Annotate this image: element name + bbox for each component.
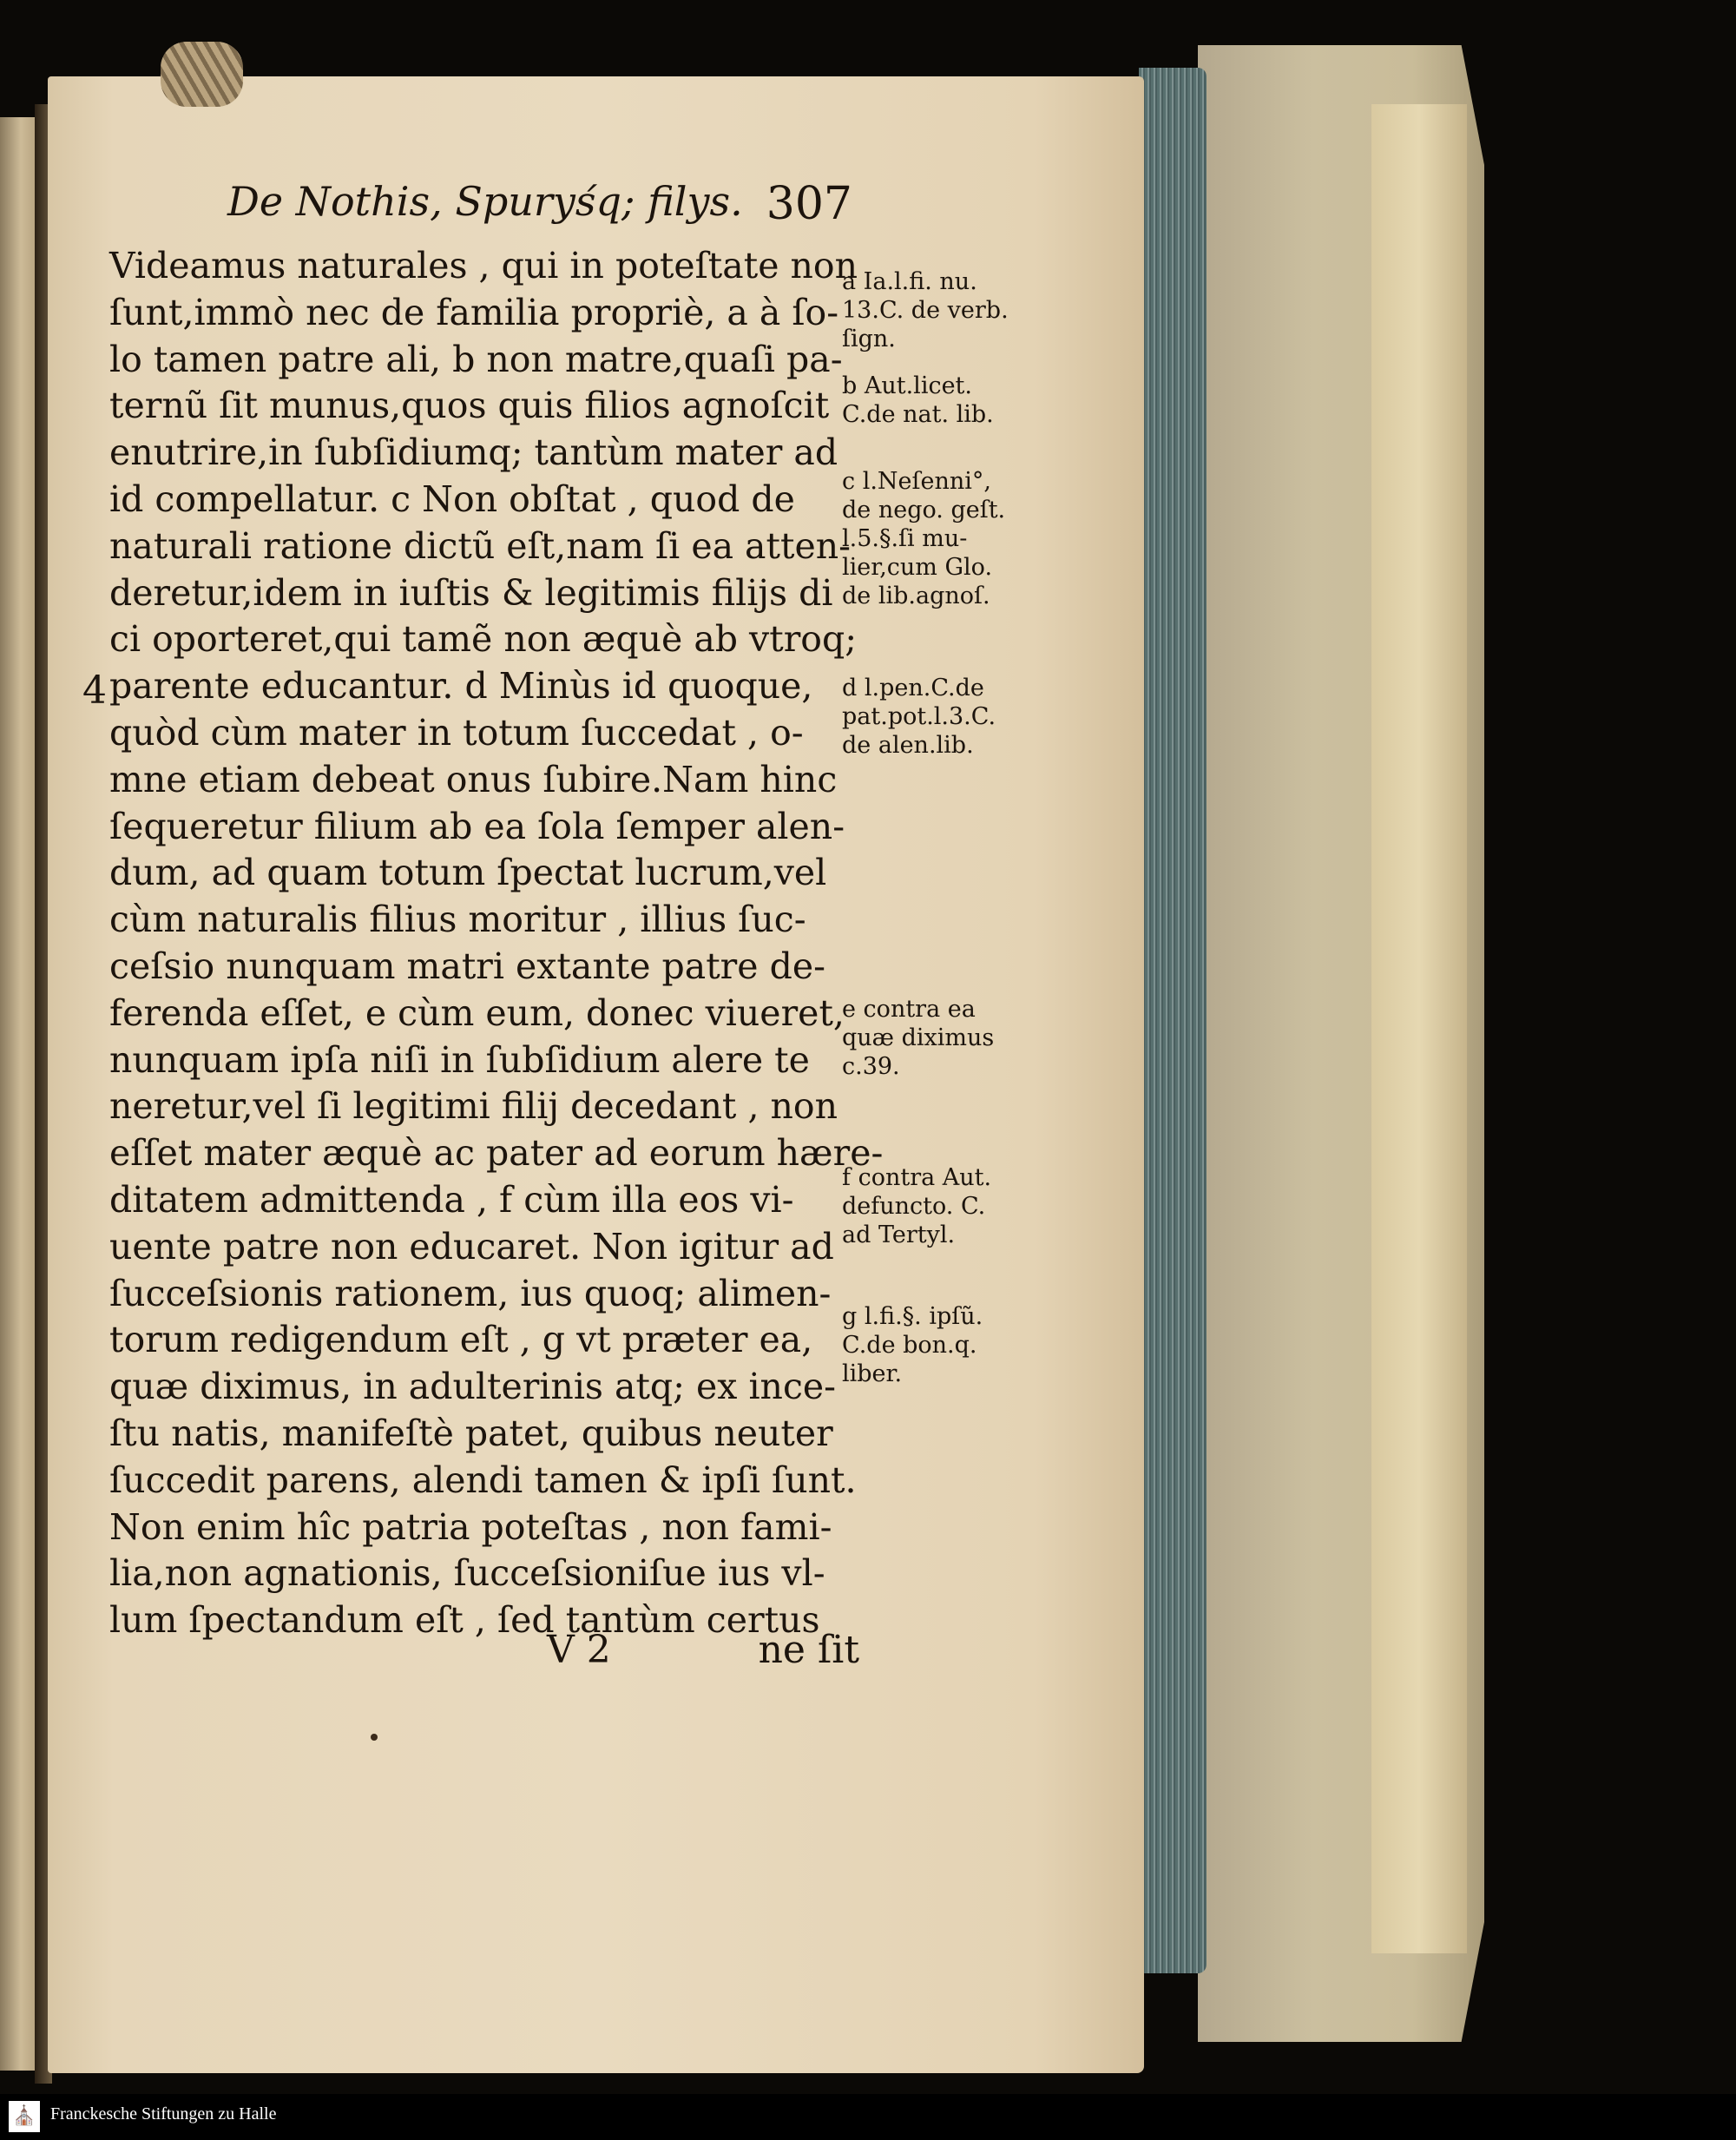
- note-line: defuncto. C.: [842, 1193, 986, 1220]
- page-fore-edge: [1139, 68, 1207, 1973]
- marginal-note-g: [842, 1302, 1050, 1388]
- text-line: id compellatur. c Non obſtat , quod de: [109, 477, 795, 520]
- note-line: e contra ea: [842, 996, 976, 1023]
- note-line: de lib.agnoſ.: [842, 583, 990, 609]
- previous-page-edge: [0, 117, 35, 2071]
- note-line: l.5.§.ſi mu-: [842, 525, 968, 552]
- text-line: ſequeretur filium ab ea ſola ſemper alen-: [109, 805, 845, 847]
- text-line: ferenda eſſet, e cùm eum, donec viueret,: [109, 991, 845, 1034]
- text-line: eſſet mater æquè ac pater ad eorum hære-: [109, 1132, 884, 1175]
- note-line: de nego. geſt.: [842, 497, 1006, 523]
- note-line: f contra Aut.: [842, 1164, 992, 1191]
- text-line: mne etiam debeat onus ſubire.Nam hinc: [109, 758, 838, 800]
- note-line: a Ia.l.fi. nu.: [842, 268, 977, 295]
- note-line: c.39.: [842, 1053, 900, 1080]
- ink-speck: [371, 1734, 378, 1741]
- text-line: neretur,vel ſi legitimi filij decedant , non: [109, 1085, 838, 1128]
- note-line: ad Tertyl.: [842, 1221, 956, 1248]
- text-line: Non enim hîc patria poteſtas , non fami-: [109, 1505, 832, 1548]
- footer-bar: [0, 2094, 1736, 2140]
- note-line: C.de bon.q.: [842, 1332, 977, 1359]
- footer-credit: Franckesche Stiftungen zu Halle: [50, 2104, 277, 2124]
- text-line: cùm naturalis filius moritur , illius ſuc-: [109, 899, 806, 941]
- marginal-note-f: [842, 1163, 1050, 1249]
- note-line: de alen.lib.: [842, 732, 974, 759]
- text-line: lum ſpectandum eſt , ſed tantùm certus: [109, 1599, 820, 1642]
- note-line: C.de nat. lib.: [842, 401, 994, 428]
- text-line: ſunt,immò nec de familia propriè, a à ſo-: [109, 291, 839, 333]
- text-line: nunquam ipſa niſi in ſubſidium alere te: [109, 1038, 810, 1081]
- text-line: Videamus naturales , qui in poteſtate non: [109, 245, 858, 286]
- text-line: ſuccedit parens, alendi tamen & ipſi ſunt.: [109, 1458, 857, 1501]
- text-line: lia,non agnationis, ſucceſsioniſue ius vl-: [109, 1552, 825, 1595]
- institution-logo-icon[interactable]: ⛪: [9, 2101, 40, 2132]
- text-line: ditatem admittenda , f cùm illa eos vi-: [109, 1178, 794, 1221]
- text-line: ſtu natis, manifeſtè patet, quibus neuter: [109, 1412, 833, 1454]
- catchword: ne ſit: [758, 1628, 859, 1672]
- note-line: c l.Neſenni°,: [842, 468, 991, 495]
- note-line: b Aut.licet.: [842, 372, 972, 399]
- text-line: lo tamen patre ali, b non matre,quaſi pa-: [109, 338, 843, 380]
- marginal-note-b: [842, 372, 1050, 429]
- signature-mark: V 2: [547, 1628, 611, 1672]
- note-line: d l.pen.C.de: [842, 675, 984, 701]
- text-line: enutrire,in ſubſidiumq; tantùm mater ad: [109, 431, 838, 474]
- note-line: quæ diximus: [842, 1024, 995, 1051]
- note-line: ſign.: [842, 326, 896, 352]
- cover-turn-in: [1371, 104, 1467, 1953]
- note-line: lier,cum Glo.: [842, 554, 993, 581]
- text-line: quæ diximus, in adulterinis atq; ex ince-: [109, 1366, 837, 1408]
- marginal-note-a: [842, 267, 1050, 353]
- running-head-title: De Nothis, Spuryśq; filys.: [227, 178, 743, 225]
- text-line: uente patre non educaret. Non igitur ad: [109, 1225, 834, 1268]
- note-line: 13.C. de verb.: [842, 297, 1009, 324]
- text-line: dum, ad quam totum ſpectat lucrum,vel: [109, 852, 827, 894]
- marginal-note-d: [842, 674, 1050, 760]
- running-head: [227, 178, 852, 239]
- text-line: parente educantur. d Minùs id quoque,: [109, 665, 813, 708]
- text-line: quòd cùm mater in totum ſuccedat , o-: [109, 711, 804, 754]
- binding-string: [161, 42, 243, 107]
- note-line: liber.: [842, 1360, 903, 1387]
- text-line: ci oporteret,qui tamẽ non æquè ab vtroq;: [109, 618, 858, 661]
- page-number: 307: [766, 178, 852, 230]
- marginal-note-e: [842, 995, 1050, 1081]
- note-line: g l.fi.§. ipſũ.: [842, 1303, 983, 1330]
- text-line: ceſsio nunquam matri extante patre de-: [109, 945, 825, 987]
- text-line: deretur,idem in iuſtis & legitimis filijs di: [109, 571, 833, 614]
- text-line: ternũ ſit munus,quos quis filios agnoſcit: [109, 385, 830, 427]
- text-line: torum redigendum eſt , g vt præter ea,: [109, 1319, 813, 1361]
- marginal-note-c: [842, 467, 1050, 610]
- note-line: pat.pot.l.3.C.: [842, 703, 996, 730]
- text-line: ſucceſsionis rationem, ius quoq; alimen-: [109, 1272, 832, 1314]
- text-line: naturali ratione dictũ eſt,nam ſi ea atten-: [109, 524, 851, 567]
- section-number: 4: [82, 668, 107, 713]
